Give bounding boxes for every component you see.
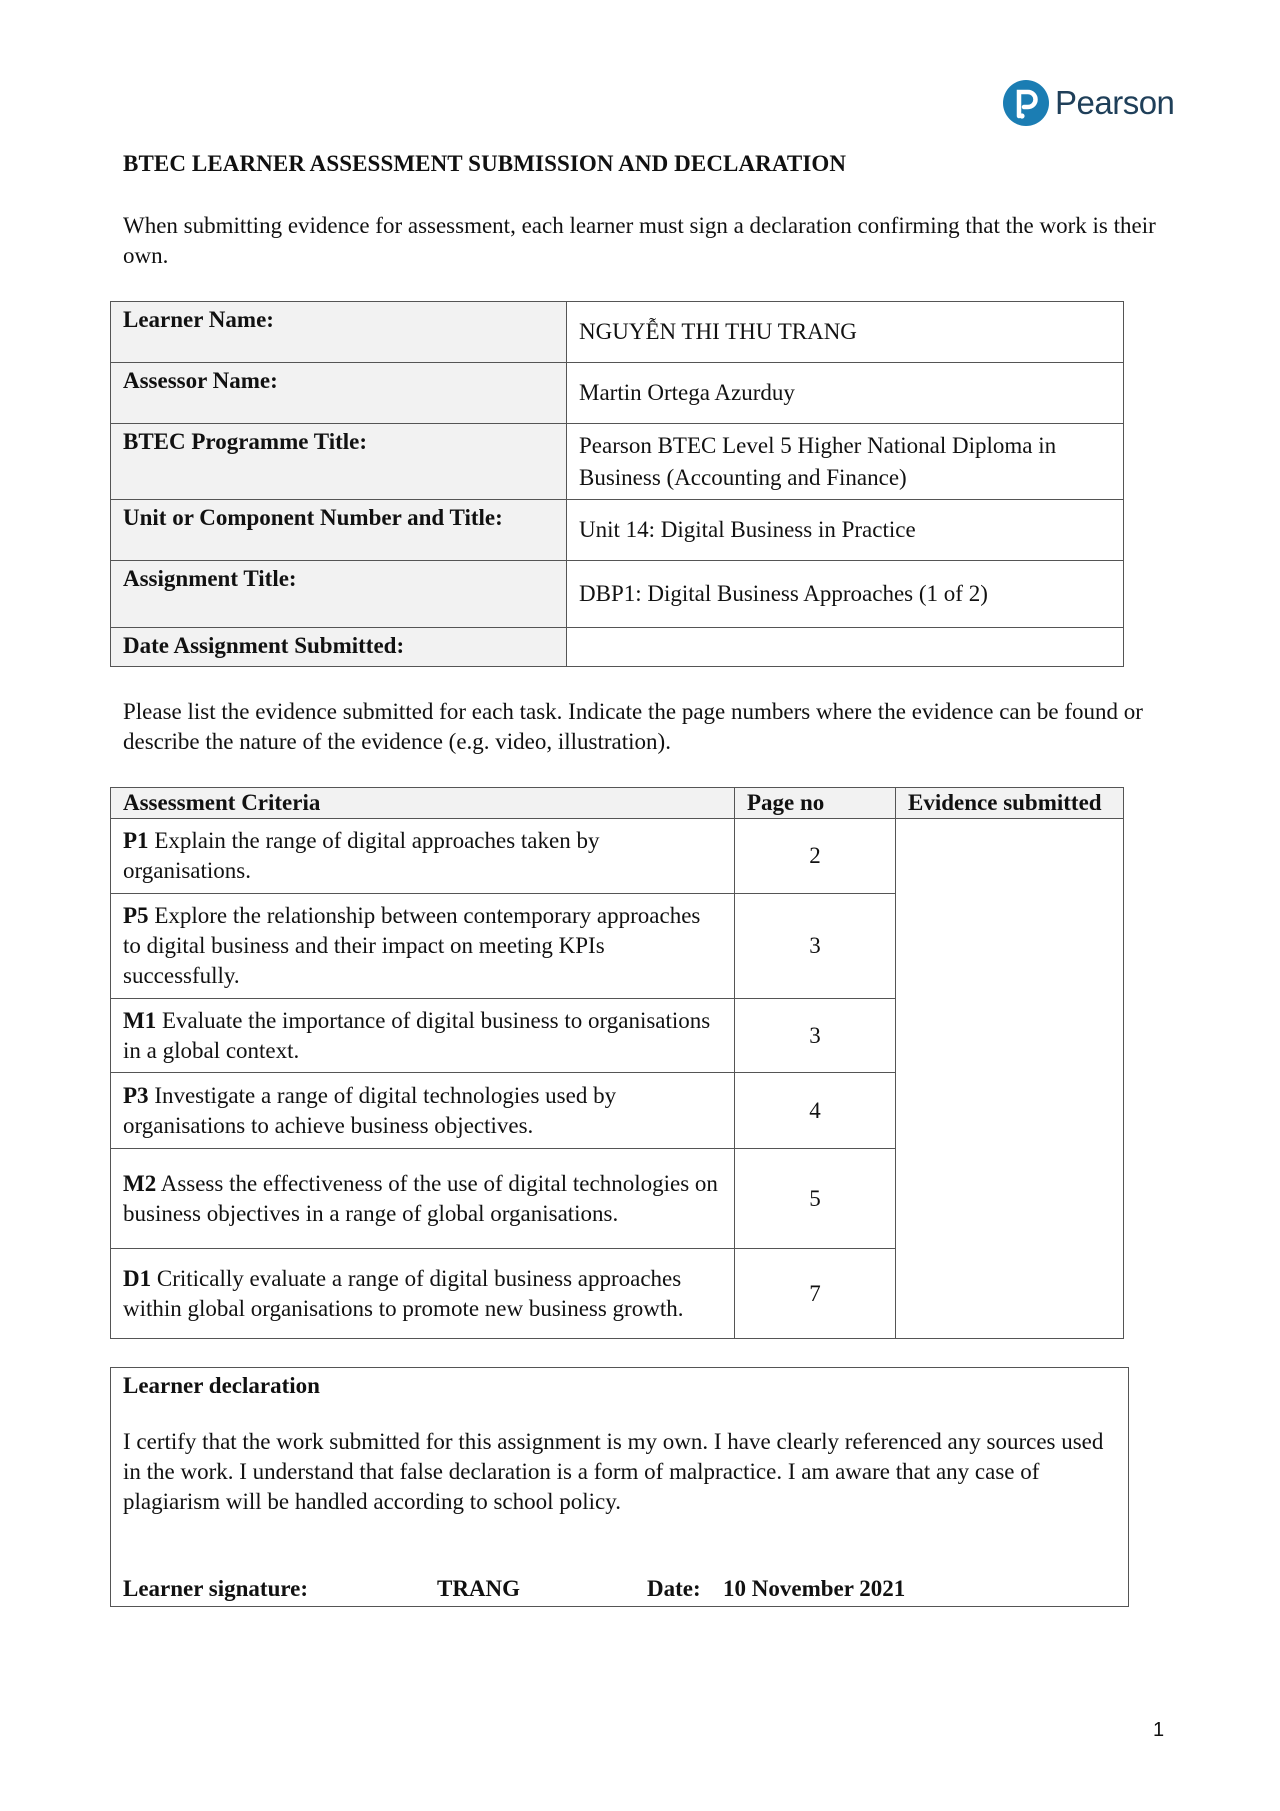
criterion-cell xyxy=(111,819,735,894)
info-value-date-submitted xyxy=(567,628,1124,667)
info-row-date-submitted xyxy=(111,628,1124,667)
criterion-cell xyxy=(111,1073,735,1149)
info-value: Pearson BTEC Level 5 Higher National Diploma in Business (Accounting and Finance) xyxy=(567,424,1124,500)
criterion-cell xyxy=(111,1149,735,1249)
page-number-cell: 5 xyxy=(735,1149,896,1249)
criterion-code: P1 xyxy=(123,828,149,853)
info-row-assignment-title xyxy=(111,561,1124,628)
info-value: Unit 14: Digital Business in Practice xyxy=(567,500,1124,561)
page-number: 1 xyxy=(1153,1719,1165,1741)
page-number-cell: 3 xyxy=(735,999,896,1073)
criterion-cell xyxy=(111,999,735,1073)
info-row-assessor-name xyxy=(111,363,1124,424)
header-evidence-submitted: Evidence submitted xyxy=(896,788,1124,819)
pearson-logo-icon xyxy=(1003,80,1049,126)
declaration-heading: Learner declaration xyxy=(123,1373,320,1398)
info-label: Date Assignment Submitted: xyxy=(111,628,567,667)
criteria-header-row xyxy=(111,788,1124,819)
info-value: DBP1: Digital Business Approaches (1 of 2) xyxy=(567,561,1124,628)
criterion-code: D1 xyxy=(123,1265,152,1291)
criterion-text: Investigate a range of digital technologies used by organisations to achieve business objectives. xyxy=(123,1082,617,1138)
page-number-cell: 2 xyxy=(735,819,896,894)
info-label: Learner Name: xyxy=(111,302,567,363)
evidence-submitted-cell xyxy=(896,819,1124,1339)
criterion-code: M2 xyxy=(123,1170,157,1196)
pearson-logo-text: Pearson xyxy=(1055,84,1175,121)
declaration-text: I certify that the work submitted for this assignment is my own. I have clearly referenced any sources used in the work. I understand that false declaration is a form of malpractice. I am aware that any case of plagiarism will be handled according to school policy. xyxy=(123,1429,1104,1514)
date-value: 10 November 2021 xyxy=(723,1576,906,1601)
criterion-text: Explore the relationship between contemporary approaches to digital business and their impact on meeting KPIs successfully. xyxy=(123,903,701,988)
info-label: Assignment Title: xyxy=(111,561,567,628)
info-label: Assessor Name: xyxy=(111,363,567,424)
criteria-row xyxy=(111,819,1124,894)
criterion-text: Explain the range of digital approaches taken by organisations. xyxy=(123,828,600,883)
criterion-text: Assess the effectiveness of the use of digital technologies on business objectives in a range of global organisations. xyxy=(123,1170,718,1226)
header-assessment-criteria: Assessment Criteria xyxy=(111,788,735,819)
criterion-code: P5 xyxy=(123,903,149,928)
signature-value: TRANG xyxy=(437,1576,521,1601)
learner-declaration-box xyxy=(110,1367,1129,1607)
page-number-cell: 4 xyxy=(735,1073,896,1149)
header-page-no: Page no xyxy=(735,788,896,819)
intro-paragraph: When submitting evidence for assessment, each learner must sign a declaration confirming that the work is their own. xyxy=(123,213,1156,268)
submission-info-table xyxy=(110,301,1124,667)
signature-label: Learner signature: xyxy=(123,1576,309,1601)
criterion-code: P3 xyxy=(123,1082,149,1108)
criterion-code: M1 xyxy=(123,1007,157,1033)
info-row-learner-name xyxy=(111,302,1124,363)
info-label: Unit or Component Number and Title: xyxy=(111,500,567,561)
criterion-text: Evaluate the importance of digital business to organisations in a global context. xyxy=(123,1007,711,1063)
criterion-cell xyxy=(111,1249,735,1339)
info-value: Martin Ortega Azurduy xyxy=(567,363,1124,424)
info-label: BTEC Programme Title: xyxy=(111,424,567,500)
date-label: Date: xyxy=(647,1576,701,1601)
criterion-cell xyxy=(111,894,735,999)
info-value: NGUYỄN THI THU TRANG xyxy=(567,302,1124,363)
page-number-cell: 3 xyxy=(735,894,896,999)
pearson-logo xyxy=(1003,77,1174,129)
document-title: BTEC LEARNER ASSESSMENT SUBMISSION AND DECLARATION xyxy=(123,151,847,176)
evidence-instructions: Please list the evidence submitted for each task. Indicate the page numbers where the evidence can be found or describe the nature of the evidence (e.g. video, illustration). xyxy=(123,699,1143,754)
info-row-unit xyxy=(111,500,1124,561)
criterion-text: Critically evaluate a range of digital business approaches within global organisations to promote new business growth. xyxy=(123,1265,684,1321)
info-row-programme-title xyxy=(111,424,1124,500)
page-number-cell: 7 xyxy=(735,1249,896,1339)
assessment-criteria-table xyxy=(110,787,1124,1339)
